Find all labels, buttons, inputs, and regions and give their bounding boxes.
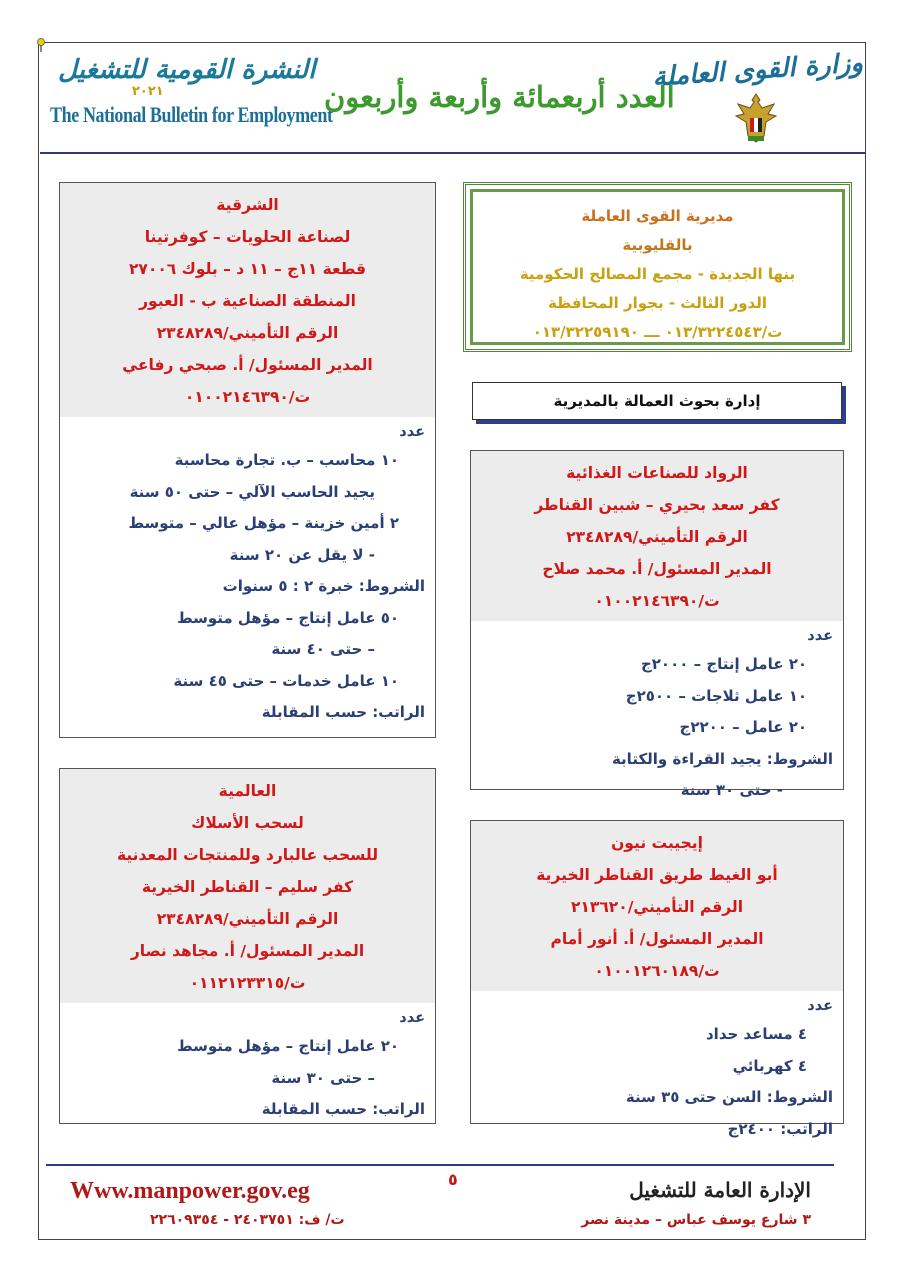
ministry-title: وزارة القوى العاملة <box>651 48 864 93</box>
department-phones: ت/ ف: ٢٤٠٣٧٥١ - ٢٢٦٠٩٣٥٤ <box>150 1212 345 1228</box>
insurance-number: الرقم التأميني/٢٣٤٨٢٨٩ <box>156 324 339 342</box>
job-row: ١٠ عامل خدمات – حتى ٤٥ سنة <box>173 671 399 690</box>
company-name: العالمية <box>218 782 277 800</box>
company-info <box>471 821 843 991</box>
manager-name: المدير المسئول/ أ. صبحي رفاعي <box>122 356 373 374</box>
job-box-rowad <box>470 450 844 799</box>
job-condition: يجيد الحاسب الآلي – حتى ٥٠ سنة <box>129 482 375 501</box>
conditions: الشروط: السن حتى ٣٥ سنة <box>625 1088 833 1106</box>
job-row: ٢٠ عامل – ٢٢٠٠ج <box>679 718 807 736</box>
directorate-governorate: بالقليوبية <box>622 236 693 254</box>
company-name: الرواد للصناعات الغذائية <box>566 464 748 482</box>
manager-name: المدير المسئول/ أ. أنور أمام <box>550 930 764 948</box>
manager-name: المدير المسئول/ أ. محمد صلاح <box>542 560 772 578</box>
pin-icon <box>36 38 46 52</box>
website-link[interactable]: Www.manpower.gov.eg <box>70 1178 310 1204</box>
company-address: أبو الغيط طريق القناطر الخيرية <box>536 866 778 884</box>
count-header: عدد <box>399 1010 425 1026</box>
insurance-number: الرقم التأميني/٢٣٤٨٢٨٩ <box>156 910 339 928</box>
job-condition: - لا يقل عن ٢٠ سنة <box>229 545 375 564</box>
insurance-number: الرقم التأميني/٢١٣٦٢٠ <box>570 898 744 916</box>
company-info <box>60 769 435 1003</box>
directorate-info <box>470 189 845 345</box>
job-box-sharqia <box>59 182 436 738</box>
directorate-phones: ت/٠١٣/٣٢٢٤٥٤٣ ـــ ٠١٣/٣٢٢٥٩١٩٠ <box>532 323 783 341</box>
department-address: ٣ شارع يوسف عباس – مدينة نصر <box>581 1212 811 1228</box>
company-info <box>471 451 843 621</box>
company-phone: ت/٠١١٢١٢٣٣١٥ <box>189 974 306 992</box>
manager-name: المدير المسئول/ أ. مجاهد نصار <box>130 942 365 960</box>
company-phone: ت/٠١٠٠١٢٦٠١٨٩ <box>594 962 720 980</box>
directorate-name: مديرية القوى العاملة <box>581 207 734 225</box>
company-name: إيجيبت نيون <box>611 834 703 852</box>
directorate-box <box>463 182 852 352</box>
bulletin-year: ٢٠٢١ <box>132 84 164 99</box>
bulletin-title-ar: النشرة القومية للتشغيل <box>58 55 316 85</box>
issue-title: العدد أربعمائة وأربعة وأربعون <box>324 80 675 114</box>
company-phone: ت/٠١٠٠٢١٤٦٣٩٠ <box>184 388 311 406</box>
eagle-emblem-icon <box>734 92 778 144</box>
company-activity-detail: للسحب عالبارد وللمنتجات المعدنية <box>116 846 379 864</box>
job-list <box>471 991 843 1149</box>
department-name: الإدارة العامة للتشغيل <box>629 1178 811 1202</box>
salary: الراتب: ٢٤٠٠ج <box>727 1119 833 1138</box>
job-row: ٢٠ عامل إنتاج – ٢٠٠٠ج <box>640 655 807 673</box>
salary: الراتب: حسب المقابلة <box>261 703 425 721</box>
job-row: ٤ كهربائي <box>732 1056 807 1075</box>
job-list <box>471 621 843 811</box>
job-condition: – حتى ٤٠ سنة <box>271 640 375 658</box>
job-row: ٥٠ عامل إنتاج – مؤهل متوسط <box>177 608 399 627</box>
salary: الراتب: حسب المقابلة <box>261 1100 425 1118</box>
header-divider <box>40 152 866 154</box>
count-header: عدد <box>807 998 833 1014</box>
job-list <box>60 1003 435 1130</box>
company-area: المنطقة الصناعية ب - العبور <box>139 292 356 310</box>
job-box-egypt-neon <box>470 820 844 1138</box>
job-row: ٢ أمين خزينة – مؤهل عالي – متوسط <box>128 514 399 532</box>
insurance-number: الرقم التأميني/٢٣٤٨٢٨٩ <box>566 528 748 546</box>
company-name: لصناعة الحلويات – كوفرتينا <box>144 228 351 246</box>
job-row: ١٠ عامل ثلاجات – ٢٥٠٠ج <box>625 686 807 705</box>
page-number: ٥ <box>448 1170 458 1189</box>
company-info <box>60 183 435 417</box>
count-header: عدد <box>807 628 833 644</box>
conditions: الشروط: خبرة ٢ : ٥ سنوات <box>222 577 425 595</box>
company-phone: ت/٠١٠٠٢١٤٦٣٩٠ <box>594 592 720 610</box>
job-row: ١٠ محاسب – ب. تجارة محاسبة <box>174 451 399 469</box>
company-address: كفر سعد بحيري – شبين القناطر <box>534 496 780 514</box>
footer-divider <box>46 1164 834 1166</box>
company-address: كفر سليم – القناطر الخيرية <box>141 878 354 896</box>
directorate-address: بنها الجديدة - مجمع المصالح الحكومية <box>519 265 796 283</box>
job-condition: – حتى ٣٠ سنة <box>271 1068 375 1087</box>
section-title: إدارة بحوث العمالة بالمديرية <box>472 382 842 420</box>
company-activity: لسحب الأسلاك <box>191 814 304 832</box>
bulletin-title-en: The National Bulletin for Employment <box>50 102 333 127</box>
count-header: عدد <box>399 424 425 440</box>
company-region: الشرقية <box>216 196 279 214</box>
job-list <box>60 417 435 733</box>
company-address: قطعة ١١ج – ١١ د – بلوك ٢٧٠٠٦ <box>128 260 367 278</box>
job-row: ٤ مساعد حداد <box>705 1025 807 1043</box>
conditions: الشروط: يجيد القراءة والكتابة <box>611 749 833 768</box>
job-condition: - حتى ٣٠ سنة <box>680 781 783 799</box>
job-box-alamia <box>59 768 436 1124</box>
job-row: ٢٠ عامل إنتاج – مؤهل متوسط <box>177 1037 399 1055</box>
directorate-floor: الدور الثالث - بجوار المحافظة <box>548 294 767 312</box>
